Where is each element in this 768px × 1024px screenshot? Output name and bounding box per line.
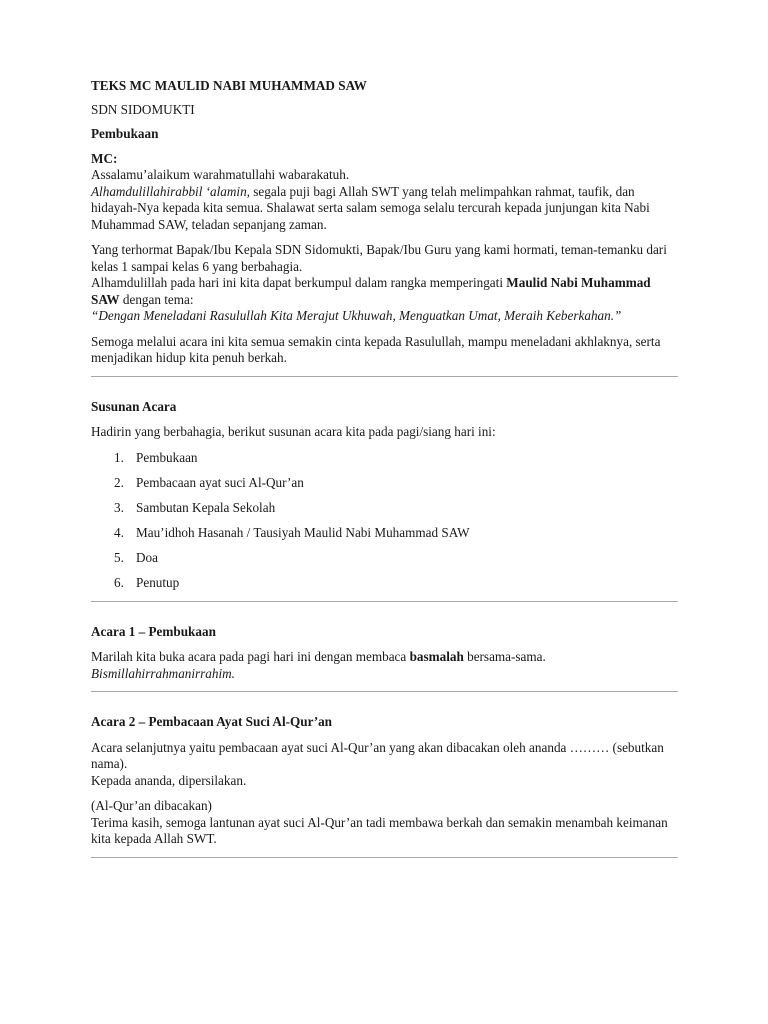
- hope-paragraph: Semoga melalui acara ini kita semua semakin cinta kepada Rasulullah, mampu meneladani akhlaknya, serta menjadikan hidup kita penuh berkah.: [91, 333, 661, 365]
- agenda-item-label: Pembacaan ayat suci Al-Qur’an: [136, 474, 304, 490]
- praise-rest: , segala puji bagi Allah SWT yang telah melimpahkan rahmat, taufik, dan hidayah-Nya kepada kita semua. Shalawat serta salam semoga selalu tercurah kepada junjungan kita Nabi Muhammad SAW, teladan sepanjang zaman.: [91, 183, 650, 232]
- agenda-item-number: 1.: [114, 449, 124, 465]
- acara2-stage-note: (Al-Qur’an dibacakan): [91, 798, 212, 814]
- agenda-item-number: 4.: [114, 525, 124, 541]
- agenda-item-number: 6.: [114, 575, 124, 591]
- acara1-title: Acara 1 – Pembukaan: [91, 623, 216, 639]
- section-divider: [91, 376, 678, 377]
- agenda-item: [91, 575, 678, 592]
- event-purpose-text: [91, 275, 678, 308]
- agenda-item-label: Pembukaan: [136, 449, 198, 465]
- basmalah-bold: basmalah: [409, 649, 464, 665]
- document-page: [91, 78, 678, 880]
- agenda-item: [91, 450, 678, 467]
- agenda-item: [91, 475, 678, 492]
- agenda-item-label: Sambutan Kepala Sekolah: [136, 499, 276, 515]
- acara2-closing-paragraph: [91, 798, 678, 848]
- section-divider: [91, 691, 678, 692]
- event-name-bold: Maulid Nabi Muhammad SAW: [91, 275, 651, 307]
- agenda-item-label: Mau’idhoh Hasanah / Tausiyah Maulid Nabi Muhammad SAW: [136, 525, 470, 541]
- agenda-list: [91, 450, 678, 592]
- agenda-item-label: Penutup: [136, 575, 180, 591]
- section-divider: [91, 601, 678, 602]
- section-divider: [91, 857, 678, 858]
- welcome-audience-text: Yang terhormat Bapak/Ibu Kepala SDN Sidomukti, Bapak/Ibu Guru yang kami hormati, teman-temanku dari kelas 1 sampai kelas 6 yang berbahagia.: [91, 242, 667, 274]
- basmalah-text: Bismillahirrahmanirrahim.: [91, 665, 235, 681]
- event-theme: “Dengan Meneladani Rasulullah Kita Merajut Ukhuwah, Menguatkan Umat, Meraih Keberkahan.”: [91, 308, 622, 323]
- agenda-item-number: 3.: [114, 499, 124, 515]
- event-purpose-pre: Alhamdulillah pada hari ini kita dapat berkumpul dalam rangka memperingati: [91, 275, 507, 290]
- opening-heading: Pembukaan: [91, 126, 159, 141]
- praise-text: [91, 184, 678, 234]
- acara2-title: Acara 2 – Pembacaan Ayat Suci Al-Qur’an: [91, 714, 333, 730]
- acara2-intro-paragraph: [91, 740, 678, 790]
- agenda-item-number: 5.: [114, 550, 124, 566]
- event-purpose-post: dengan tema:: [119, 291, 194, 307]
- agenda-item: [91, 500, 678, 517]
- acara1-paragraph: [91, 649, 678, 682]
- mc-label: MC:: [91, 150, 118, 166]
- agenda-title: Susunan Acara: [91, 398, 177, 414]
- agenda-intro: Hadirin yang berbahagia, berikut susunan acara kita pada pagi/siang hari ini:: [91, 424, 496, 439]
- agenda-item: [91, 525, 678, 542]
- opening-greeting-paragraph: [91, 151, 678, 234]
- acara2-intro-text: Acara selanjutnya yaitu pembacaan ayat suci Al-Qur’an yang akan dibacakan oleh ananda ……… (sebutkan nama).: [91, 739, 664, 772]
- praise-italic: Alhamdulillahirabbil ‘alamin: [91, 183, 247, 199]
- agenda-item-number: 2.: [114, 474, 124, 490]
- welcome-paragraph: [91, 242, 678, 325]
- agenda-item-label: Doa: [136, 550, 158, 566]
- acara2-invite-text: Kepada ananda, dipersilakan.: [91, 772, 247, 788]
- acara2-thanks-text: Terima kasih, semoga lantunan ayat suci Al-Qur’an tadi membawa berkah dan semakin menambah keimanan kita kepada Allah SWT.: [91, 814, 668, 847]
- agenda-item: [91, 550, 678, 567]
- school-name: SDN SIDOMUKTI: [91, 101, 195, 117]
- acara1-text-post: bersama-sama.: [463, 649, 546, 665]
- greeting-text: Assalamu’alaikum warahmatullahi wabarakatuh.: [91, 167, 350, 182]
- acara1-text-pre: Marilah kita buka acara pada pagi hari ini dengan membaca: [91, 649, 410, 665]
- acara1-text: [91, 649, 678, 666]
- document-title: TEKS MC MAULID NABI MUHAMMAD SAW: [91, 78, 367, 93]
